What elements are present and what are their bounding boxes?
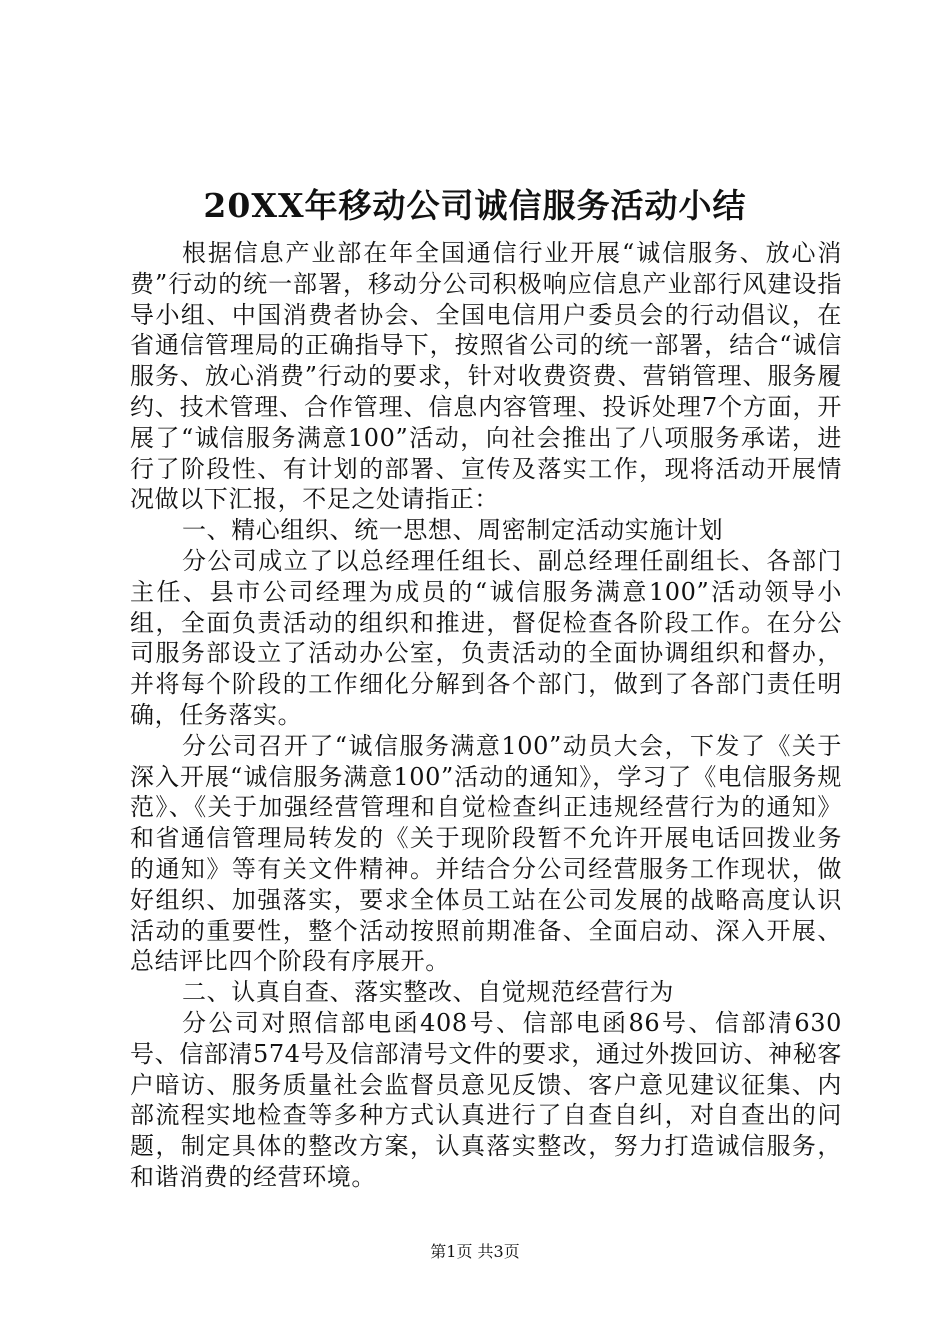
section-1-paragraph-2: 分公司召开了“诚信服务满意100”动员大会，下发了《关于深入开展“诚信服务满意100”活动的通知》，学习了《电信服务规范》、《关于加强经营管理和自觉检查纠正违规经营行为的通知》和省通信管理局转发的《关于现阶段暂不允许开展电话回拨业务的通知》等有关文件精神。并结合分公司经营服务工作现状，做好组织、加强落实，要求全体员工站在公司发展的战略高度认识活动的重要性，整个活动按照前期准备、全面启动、深入开展、总结评比四个阶段有序展开。 [130,731,842,976]
section-1-paragraph-1: 分公司成立了以总经理任组长、副总经理任副组长、各部门主任、县市公司经理为成员的“诚信服务满意100”活动领导小组，全面负责活动的组织和推进，督促检查各阶段工作。在分公司服务部设立了活动办公室，负责活动的全面协调组织和督办，并将每个阶段的工作细化分解到各个部门，做到了各部门责任明确，任务落实。 [130,546,842,729]
intro-paragraph: 根据信息产业部在年全国通信行业开展“诚信服务、放心消费”行动的统一部署，移动分公司积极响应信息产业部行风建设指导小组、中国消费者协会、全国电信用户委员会的行动倡议，在省通信管理局的正确指导下，按照省公司的统一部署，结合“诚信服务、放心消费”行动的要求，针对收费资费、营销管理、服务履约、技术管理、合作管理、信息内容管理、投诉处理7个方面，开展了“诚信服务满意100”活动，向社会推出了八项服务承诺，进行了阶段性、有计划的部署、宣传及落实工作，现将活动开展情况做以下汇报，不足之处请指正： [130,239,842,514]
section-heading-2: 二、认真自查、落实整改、自觉规范经营行为 [182,978,674,1007]
document-body [130,238,842,1193]
section-heading-1: 一、精心组织、统一思想、周密制定活动实施计划 [182,516,724,545]
section-2-paragraph-1: 分公司对照信部电函408号、信部电函86号、信部清630号、信部清574号及信部清号文件的要求，通过外拨回访、神秘客户暗访、服务质量社会监督员意见反馈、客户意见建议征集、内部流程实地检查等多种方式认真进行了自查自纠，对自查出的问题，制定具体的整改方案，认真落实整改，努力打造诚信服务，和谐消费的经营环境。 [130,1008,842,1191]
page-number-footer: 第1页 共3页 [430,1242,520,1261]
document-title: 20XX年移动公司诚信服务活动小结 [203,186,747,225]
